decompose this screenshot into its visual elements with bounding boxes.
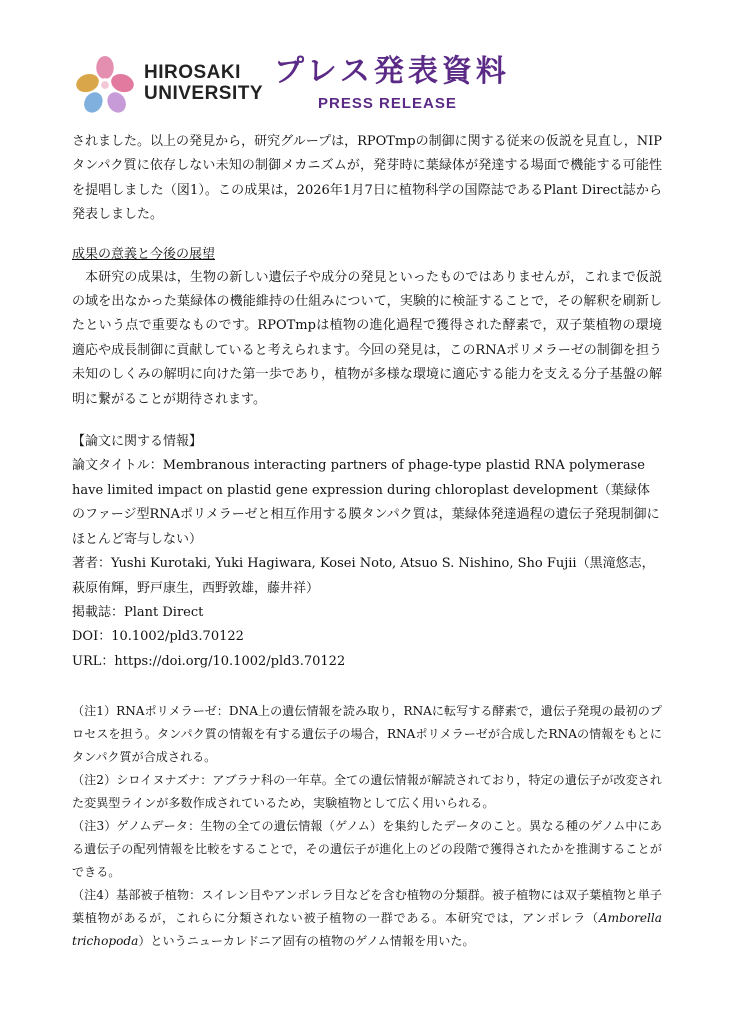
university-name: HIROSAKI UNIVERSITY bbox=[144, 62, 264, 104]
university-logo-icon bbox=[74, 54, 136, 116]
note-4: （注4）基部被子植物：スイレン目やアンボレラ目などを含む植物の分類群。被子植物には双子葉植物と単子葉植物があるが，これらに分類されない被子植物の一群である。本研究では，アンボレラ（Amborella trichopoda）というニューカレドニア固有の植物のゲノム情報を用いた。 bbox=[72, 888, 662, 949]
intro-paragraph: されました。以上の発見から，研究グループは，RPOTmpの制御に関する従来の仮説を見直し，NIPタンパク質に依存しない未知の制御メカニズムが，発芽時に葉緑体が発達する場面で機能する可能性を提唱しました（図1）。この成果は，2026年1月7日に植物科学の国際誌であるPlant Direct誌から発表しました。 bbox=[72, 134, 662, 223]
section-paragraph: 本研究の成果は，生物の新しい遺伝子や成分の発見といったものではありませんが，これまで仮説の域を出なかった葉緑体の機能維持の仕組みについて，実験的に検証することで，その解釈を刷新したという点で重要なものです。RPOTmpは植物の進化過程で獲得された酵素で，双子葉植物の環境適応や成長制御に貢献していると考えられます。今回の発見は，このRNAポリメラーゼの制御を担う未知のしくみの解明に向けた第一歩であり，植物が多様な環境に適応する能力を支える分子基盤の解明に繋がることが期待されます。 bbox=[72, 269, 662, 407]
section-heading: 成果の意義と今後の展望 bbox=[72, 246, 216, 262]
document-body bbox=[72, 130, 662, 953]
paper-url: URL：https://doi.org/10.1002/pld3.70122 bbox=[72, 653, 346, 669]
notes-section bbox=[72, 700, 662, 953]
note-3: （注3）ゲノムデータ：生物の全ての遺伝情報（ゲノム）を集約したデータのこと。異なる種のゲノム中にある遺伝子の配列情報を比較をすることで，その遺伝子が進化上のどの段階で獲得されたかを推測することができる。 bbox=[72, 819, 662, 880]
paper-info-heading: 【論文に関する情報】 bbox=[72, 434, 203, 450]
note-1: （注1）RNAポリメラーゼ：DNA上の遺伝情報を読み取り，RNAに転写する酵素で，遺伝子発現の最初のプロセスを担う。タンパク質の情報を有する遺伝子の場合，RNAポリメラーゼが合成したRNAの情報をもとにタンパク質が合成される。 bbox=[72, 704, 662, 765]
page-header bbox=[74, 52, 674, 122]
species-name: Amborella trichopoda bbox=[72, 911, 662, 949]
note-2: （注2）シロイヌナズナ：アブラナ科の一年草。全ての遺伝情報が解読されており，特定の遺伝子が改変された変異型ラインが多数作成されているため，実験植物として広く用いられる。 bbox=[72, 773, 662, 811]
paper-title: 論文タイトル：Membranous interacting partners of phage-type plastid RNA polymerase have limited impact on plastid gene expression during chloroplast development（葉緑体のファージ型RNAポリメラーゼと相互作用する膜タンパク質は，葉緑体発達過程の遺伝子発現制御にほとんど寄与しない） bbox=[72, 458, 660, 547]
press-release-title-en: PRESS RELEASE bbox=[318, 95, 457, 112]
paper-authors: 著者：Yushi Kurotaki, Yuki Hagiwara, Kosei Noto, Atsuo S. Nishino, Sho Fujii（黒滝悠志，萩原侑輝，野戸康生，西野敦雄，藤井祥） bbox=[72, 556, 655, 596]
paper-journal: 掲載誌：Plant Direct bbox=[72, 604, 204, 620]
press-release-title-jp: プレス発表資料 bbox=[274, 54, 510, 89]
paper-doi: DOI：10.1002/pld3.70122 bbox=[72, 629, 244, 645]
